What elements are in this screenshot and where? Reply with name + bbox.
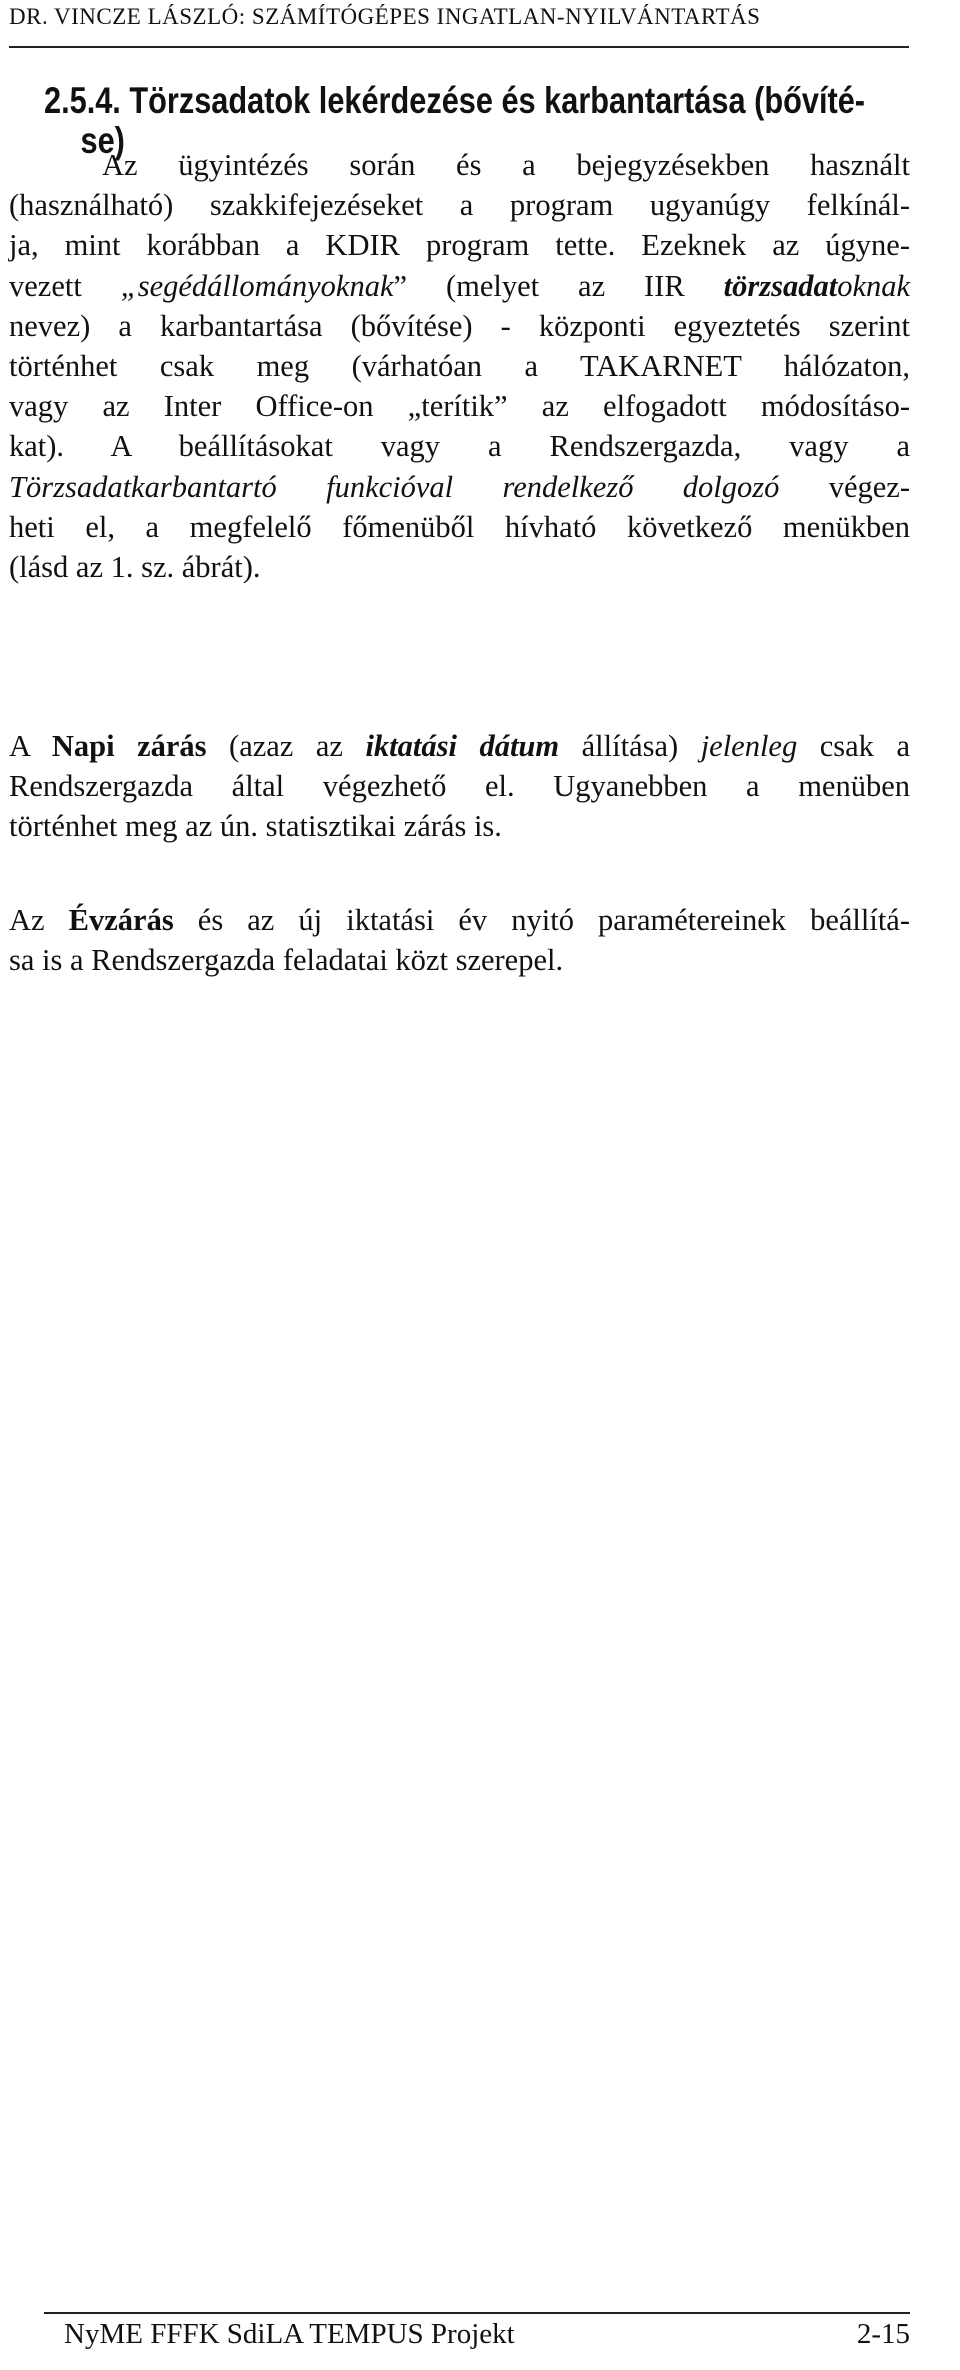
- paragraph-line: (lásd az 1. sz. ábrát).: [9, 549, 261, 584]
- italic-term: jelenleg: [700, 729, 798, 763]
- italic-term: „segédállományoknak: [120, 268, 394, 303]
- paragraph-line: heti el, a megfelelő főmenüből hívható következő menükben: [9, 509, 910, 544]
- header-divider: [9, 46, 909, 48]
- paragraph-line: sa is a Rendszergazda feladatai közt szerepel.: [9, 943, 564, 978]
- paragraph-line: történhet meg az ún. statisztikai zárás is.: [9, 809, 502, 844]
- paragraph-line: Az ügyintézés során és a bejegyzésekben használt: [102, 148, 910, 182]
- paragraph-line: nevez) a karbantartása (bővítése) - központi egyeztetés szerint: [9, 308, 910, 343]
- text-run: és az új iktatási év nyitó paramétereinek beállítá-: [173, 903, 910, 937]
- text-run: Az: [9, 903, 69, 937]
- section-heading-line-1: 2.5.4. Törzsadatok lekérdezése és karbantartása (bővíté-: [44, 80, 866, 121]
- text-run: A: [9, 729, 52, 763]
- bold-term: Napi zárás: [51, 729, 207, 763]
- paragraph-2: [9, 726, 910, 847]
- paragraph-line: kat). A beállításokat vagy a Rendszergazda, vagy a: [9, 429, 910, 464]
- text-run: végez-: [779, 469, 910, 504]
- text-run: vezett: [9, 268, 121, 303]
- bold-term: Évzárás: [68, 903, 174, 937]
- text-run: csak a: [797, 729, 910, 763]
- paragraph-line: ja, mint korábban a KDIR program tette. Ezeknek az úgyne-: [9, 228, 910, 263]
- text-run: ” (melyet az IIR: [393, 268, 724, 303]
- italic-term: Törzsadatkarbantartó funkcióval rendelkező dolgozó: [9, 469, 780, 504]
- paragraph-line: [9, 726, 910, 766]
- footer-divider: [44, 2312, 910, 2314]
- page-number: 2-15: [856, 2318, 910, 2350]
- text-run: (azaz az: [206, 729, 366, 763]
- section-heading-line-2: se): [80, 120, 125, 162]
- paragraph-3: [9, 900, 910, 980]
- bold-italic-term: iktatási dátum: [365, 729, 560, 763]
- paragraph-line: Rendszergazda által végezhető el. Ugyanebben a menüben: [9, 769, 910, 804]
- italic-term: oknak: [837, 268, 911, 303]
- paragraph-line: [9, 900, 910, 940]
- footer-project: NyME FFFK SdiLA TEMPUS Projekt: [64, 2318, 515, 2350]
- bold-italic-term: törzsadat: [723, 268, 838, 303]
- running-header: DR. VINCZE LÁSZLÓ: SZÁMÍTÓGÉPES INGATLAN-NYILVÁNTARTÁS: [9, 4, 761, 29]
- paragraph-1: [9, 145, 910, 587]
- paragraph-line: [9, 467, 910, 507]
- paragraph-line: vagy az Inter Office-on „terítik” az elfogadott módosításo-: [9, 389, 910, 424]
- text-run: állítása): [559, 729, 701, 763]
- paragraph-line: [9, 266, 910, 306]
- paragraph-line: történhet csak meg (várhatóan a TAKARNET hálózaton,: [9, 348, 910, 383]
- paragraph-line: (használható) szakkifejezéseket a program ugyanúgy felkínál-: [9, 188, 910, 223]
